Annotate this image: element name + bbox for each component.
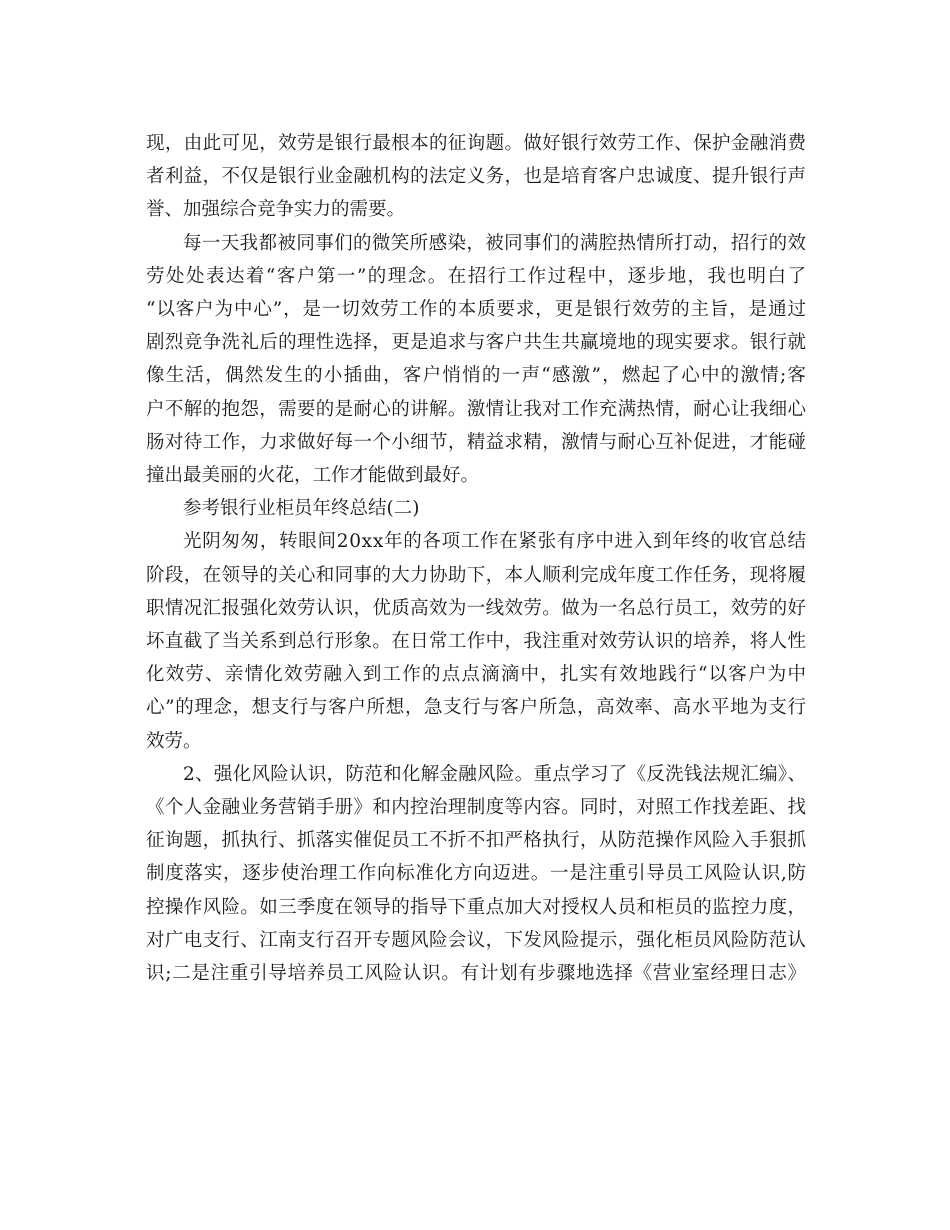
paragraph [146,525,806,757]
text-line: 誉、加强综合竞争实力的需要。 [146,199,406,221]
text-line: 剧烈竞争洗礼后的理性选择，更是追求与客户共生共赢境地的现实要求。银行就 [146,332,807,354]
text-line: 坏直截了当关系到总行形象。在日常工作中，我注重对效劳认识的培养，将人性 [146,631,807,653]
text-line: 制度落实，逐步使治理工作向标准化方向迈进。一是注重引导员工风险认识,防 [146,863,807,885]
text-line: 者利益，不仅是银行业金融机构的法定义务，也是培育客户忠诚度、提升银行声 [146,166,807,188]
text-line: 识;二是注重引导培养员工风险认识。有计划有步骤地选择《营业室经理日志》 [146,963,807,985]
text-line: 《个人金融业务营销手册》和内控治理制度等内容。同时，对照工作找差距、找 [146,797,807,819]
paragraph [146,492,806,525]
paragraph [146,758,806,990]
text-line: 职情况汇报强化效劳认识，优质高效为一线效劳。做为一名总行员工，效劳的好 [146,597,807,619]
document-body [146,127,806,990]
text-line: 撞出最美丽的火花，工作才能做到最好。 [146,465,480,487]
paragraph [146,127,806,227]
text-line: 效劳。 [146,730,202,752]
text-line: 参考银行业柜员年终总结(二) [183,498,420,520]
text-line: “以客户为中心”，是一切效劳工作的本质要求，更是银行效劳的主旨，是通过 [146,299,807,321]
text-line: 心”的理念，想支行与客户所想，急支行与客户所急，高效率、高水平地为支行 [146,697,807,719]
text-line: 化效劳、亲情化效劳融入到工作的点点滴滴中，扎实有效地践行“以客户为中 [146,664,808,686]
text-line: 户不解的抱怨，需要的是耐心的讲解。激情让我对工作充满热情，耐心让我细心 [146,398,807,420]
text-line: 每一天我都被同事们的微笑所感染，被同事们的满腔热情所打动，招行的效 [183,232,807,254]
text-line: 阶段，在领导的关心和同事的大力协助下，本人顺利完成年度工作任务，现将履 [146,564,807,586]
text-line: 肠对待工作，力求做好每一个小细节，精益求精，激情与耐心互补促进，才能碰 [146,431,807,453]
paragraph [146,227,806,493]
text-line: 控操作风险。如三季度在领导的指导下重点加大对授权人员和柜员的监控力度， [146,896,807,918]
text-line: 像生活，偶然发生的小插曲，客户悄悄的一声“感激”，燃起了心中的激情;客 [146,365,808,387]
text-line: 征询题，抓执行、抓落实催促员工不折不扣严格执行，从防范操作风险入手狠抓 [146,830,807,852]
text-line: 2、强化风险认识，防范和化解金融风险。重点学习了《反洗钱法规汇编》、 [183,763,807,785]
text-line: 对广电支行、江南支行召开专题风险会议，下发风险提示，强化柜员风险防范认 [146,929,807,951]
text-line: 现，由此可见，效劳是银行最根本的征询题。做好银行效劳工作、保护金融消费 [146,133,807,154]
text-line: 光阴匆匆，转眼间20xx年的各项工作在紧张有序中进入到年终的收官总结 [183,531,807,553]
text-line: 劳处处表达着“客户第一”的理念。在招行工作过程中，逐步地，我也明白了 [146,265,808,287]
